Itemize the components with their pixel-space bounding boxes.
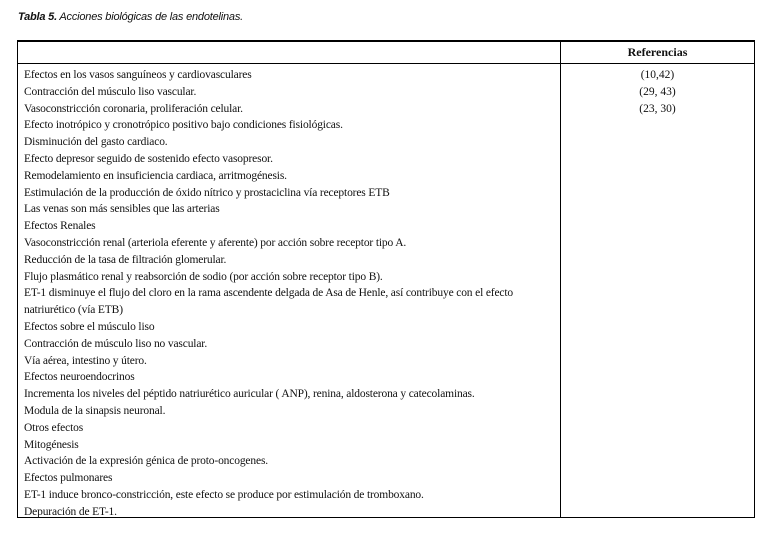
table-row: Mitogénesis bbox=[24, 438, 79, 451]
table-row: ET-1 disminuye el flujo del cloro en la rama ascendente delgada de Asa de Henle, así contribuye con el efecto natriurético (vía ETB) bbox=[24, 287, 514, 317]
table-row: Activación de la expresión génica de proto-oncogenes. bbox=[24, 455, 268, 468]
table-row: Efectos pulmonares bbox=[24, 472, 113, 485]
table-row: Contracción del músculo liso vascular. bbox=[24, 85, 197, 98]
references-column bbox=[561, 64, 754, 517]
table-row: Vasoconstricción renal (arteriola eferente y aferente) por acción sobre receptor tipo A. bbox=[24, 236, 407, 249]
table-row: Incrementa los niveles del péptido natriurético auricular ( ANP), renina, aldosterona y catecolaminas. bbox=[24, 388, 475, 401]
table-row: Efecto depresor seguido de sostenido efecto vasopresor. bbox=[24, 152, 273, 165]
table-header bbox=[18, 42, 754, 64]
table-row: Efectos sobre el músculo liso bbox=[24, 320, 155, 333]
actions-column bbox=[18, 64, 561, 517]
header-actions bbox=[18, 42, 561, 63]
table-row: Disminución del gasto cardiaco. bbox=[24, 136, 168, 149]
table-caption bbox=[18, 11, 243, 23]
table-row: Efectos Renales bbox=[24, 220, 96, 233]
table-row: Remodelamiento en insuficiencia cardiaca, arritmogénesis. bbox=[24, 169, 287, 182]
table-row: Vasoconstricción coronaria, proliferación celular. bbox=[24, 102, 243, 115]
table-row: Reducción de la tasa de filtración glomerular. bbox=[24, 253, 227, 266]
header-references: Referencias bbox=[627, 45, 688, 59]
table-row: Las venas son más sensibles que las arterias bbox=[24, 203, 220, 216]
table-row: Contracción de músculo liso no vascular. bbox=[24, 337, 208, 350]
endothelin-actions-table bbox=[17, 40, 755, 518]
reference-cell: (23, 30) bbox=[639, 102, 676, 115]
table-row: Modula de la sinapsis neuronal. bbox=[24, 404, 166, 417]
reference-cell: (29, 43) bbox=[639, 85, 676, 98]
caption-label: Tabla 5. bbox=[18, 11, 57, 23]
table-row: Depuración de ET-1. bbox=[24, 505, 117, 518]
table-row: Efecto inotrópico y cronotrópico positivo bajo condiciones fisiológicas. bbox=[24, 119, 343, 132]
reference-cell: (10,42) bbox=[640, 69, 675, 81]
table-row: Efectos en los vasos sanguíneos y cardiovasculares bbox=[24, 69, 252, 81]
table-body bbox=[18, 64, 754, 517]
table-row: Flujo plasmático renal y reabsorción de sodio (por acción sobre receptor tipo B). bbox=[24, 270, 383, 283]
table-row: ET-1 induce bronco-constricción, este efecto se produce por estimulación de tromboxano. bbox=[24, 488, 424, 501]
table-row: Estimulación de la producción de óxido nítrico y prostaciclina vía receptores ETB bbox=[24, 186, 390, 199]
caption-title: Acciones biológicas de las endotelinas. bbox=[59, 11, 244, 23]
table-row: Efectos neuroendocrinos bbox=[24, 371, 135, 384]
table-row: Otros efectos bbox=[24, 421, 84, 434]
table-row: Vía aérea, intestino y útero. bbox=[24, 354, 147, 367]
